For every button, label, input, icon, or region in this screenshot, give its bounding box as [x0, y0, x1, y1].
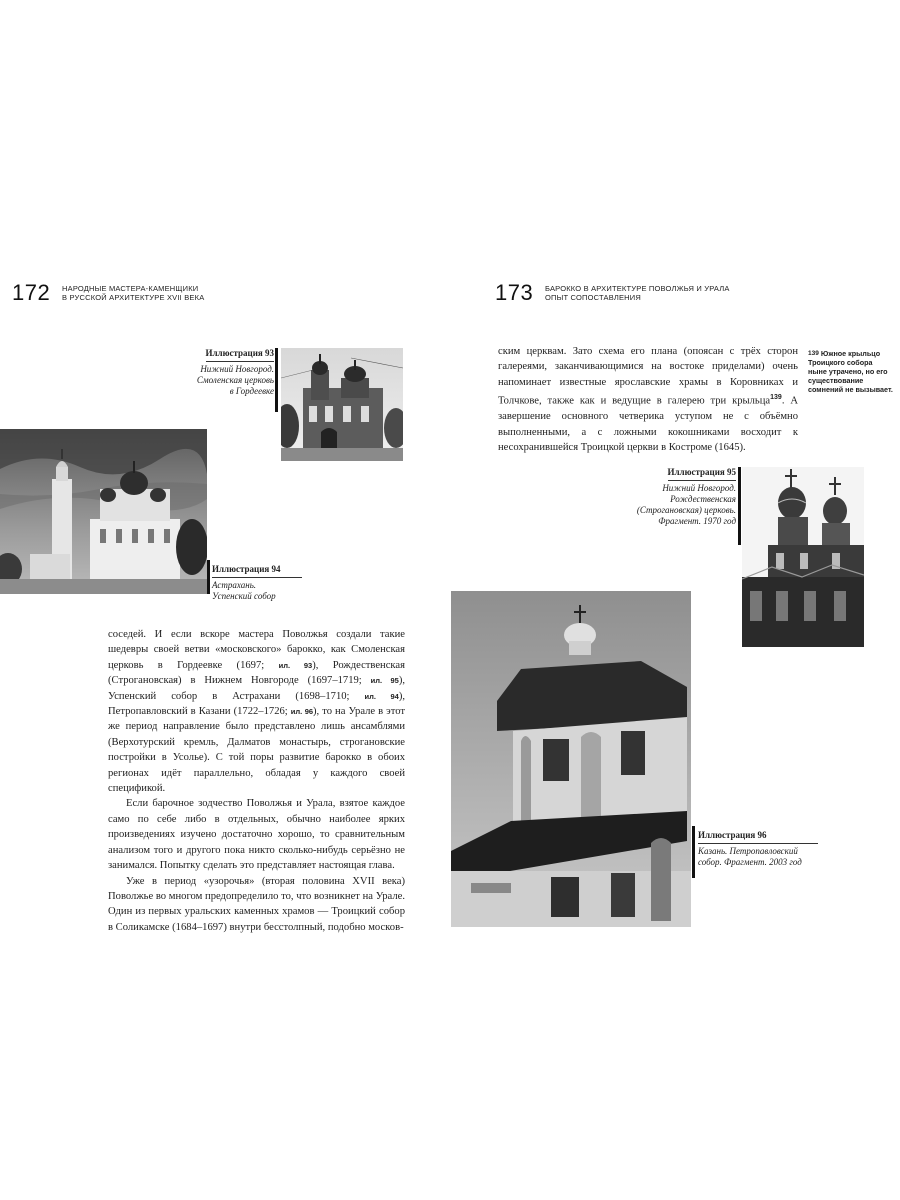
fig94-line: Успенский собор [212, 591, 276, 601]
fig93-line: Нижний Новгород. [200, 364, 274, 374]
fig94-caption [212, 564, 302, 602]
fig95-line: Рождественская [670, 494, 736, 504]
fig93-title: Иллюстрация 93 [206, 348, 275, 362]
right-running-head [545, 284, 730, 302]
running-head-line: НАРОДНЫЕ МАСТЕРА-КАМЕНЩИКИ [62, 284, 199, 293]
fig93-line: Смоленская церковь [196, 375, 274, 385]
fig94-line: Астрахань. [212, 580, 257, 590]
fig94-title: Иллюстрация 94 [212, 564, 302, 578]
footnote-ref[interactable]: 139 [770, 394, 782, 402]
text-run: ), Петропавловский в Казани (1722–1726; [108, 690, 405, 718]
left-body-text [108, 627, 405, 935]
illustration-ref[interactable]: ил. 93 [278, 660, 313, 670]
left-running-head [62, 284, 204, 302]
fig96-line: собор. Фрагмент. 2003 год [698, 857, 802, 867]
fig96-line: Казань. Петропавловский [698, 846, 798, 856]
fig95-title: Иллюстрация 95 [668, 467, 737, 481]
footnote-number: 139 [808, 350, 819, 357]
text-run: соседей. И если вскоре мастера Поволжья создали такие шедевры своей ветви «московского» барокко, как Смоленская церковь в Гордеевке (1697; [108, 629, 405, 671]
running-head-line: В РУССКОЙ АРХИТЕКТУРЕ XVII ВЕКА [62, 293, 205, 302]
fig93-line: в Гордеевке [229, 386, 274, 396]
illustration-ref[interactable]: ил. 96 [290, 707, 314, 717]
right-page-number: 173 [495, 280, 534, 305]
illustration-ref[interactable]: ил. 95 [370, 676, 399, 686]
right-body-text [498, 344, 798, 455]
text-run: ), то на Урале в этот же период направление было представлено лишь ансамблями (Верхотурский кремль, Далматов монастырь, строгановские постройки в Усолье). С той поры развитие барокко в обоих регионах идёт параллельно, обладая у каждого своей спецификой. [108, 706, 405, 795]
fig95-photo [742, 467, 864, 647]
fig96-caption-bar [692, 826, 695, 878]
fig96-caption [698, 830, 818, 868]
left-page-number: 172 [12, 280, 51, 305]
paragraph [108, 627, 405, 796]
text-run: . А завершение основного четверика уступом не с объёмно выполненными, а с ложными кокошниками восходит к несохранившейся Троицкой церкви в Костроме (1645). [498, 395, 798, 453]
fig95-caption [610, 467, 736, 527]
fig93-caption-bar [275, 348, 278, 412]
fig95-caption-bar [738, 467, 741, 545]
fig95-line: Нижний Новгород. [662, 483, 736, 493]
fig96-photo [451, 591, 691, 927]
fig96-title: Иллюстрация 96 [698, 830, 818, 844]
footnote-text: Южное крыльцо Троицкого собора ныне утрачено, но его существование сомнений не вызывает. [808, 349, 893, 394]
fig94-caption-bar [207, 560, 210, 594]
fig93-caption [150, 348, 274, 397]
paragraph: Если барочное зодчество Поволжья и Урала, взятое каждое само по себе либо в отдельных, обычно наиболее ярких произведениях изучено достаточно хорошо, то сравнительным анализом того и другого пока никто сколько-нибудь серьёзно не занимался. Попытку сделать это представляет настоящая глава. [108, 798, 405, 872]
paragraph: Уже в период «узорочья» (вторая половина XVII века) Поволжье во многом предопределило то, что возникнет на Урале. Один из первых уральских каменных храмов — Троицкий собор в Соликамске (1684–1697) внутри бесстолпный, подобно москов- [108, 875, 405, 933]
text-run: ским церквам. Зато схема его плана (опоясан с трёх сторон галереями, заканчивающимися на востоке приделами) очень напоминает известные ярославские храмы в Коровниках и Толчкове, также как и ведущие в галерею три крыльца [498, 346, 798, 407]
footnote [808, 349, 893, 394]
fig93-photo [281, 348, 403, 461]
fig95-line: (Строгановская) церковь. [636, 505, 736, 515]
fig94-photo [0, 429, 207, 594]
text-run: ), Успенский собор в Астрахани (1698–1710; [108, 675, 405, 702]
fig95-line: Фрагмент. 1970 год [658, 516, 736, 526]
paragraph [498, 344, 798, 455]
running-head-line: ОПЫТ СОПОСТАВЛЕНИЯ [545, 293, 642, 302]
text-run: ), Рождественская (Строгановская) в Нижнем Новгороде (1697–1719; [108, 659, 405, 687]
illustration-ref[interactable]: ил. 94 [364, 691, 399, 701]
running-head-line: БАРОККО В АРХИТЕКТУРЕ ПОВОЛЖЬЯ И УРАЛА [545, 284, 730, 293]
